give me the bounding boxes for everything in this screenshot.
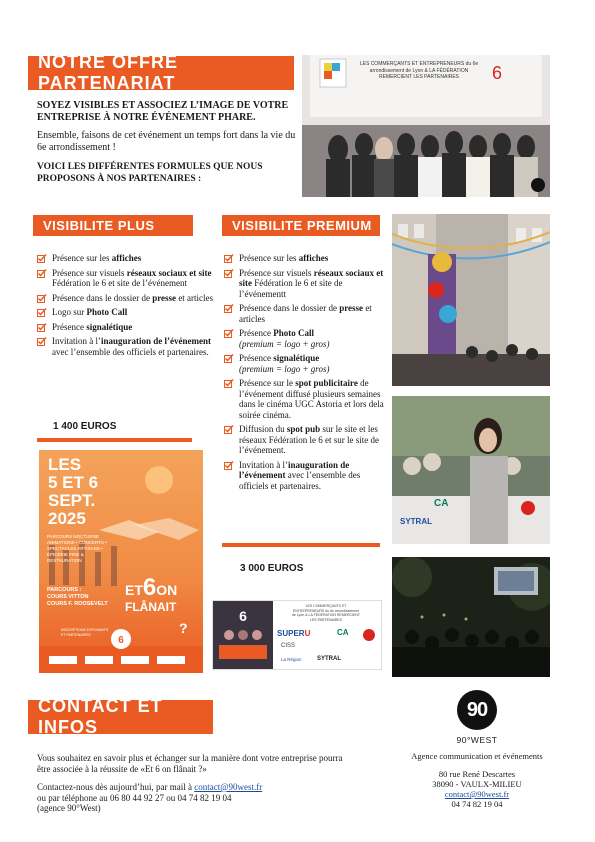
poster-date-1: LES	[48, 455, 82, 474]
checkbox-icon	[224, 425, 234, 434]
plus-divider	[37, 438, 192, 442]
checkbox-icon	[37, 323, 47, 332]
poster-et: ET	[125, 582, 143, 598]
list-item: Logo sur Photo Call	[37, 307, 215, 318]
checkbox-icon	[37, 308, 47, 317]
checkbox-icon	[37, 294, 47, 303]
intro-lead-text: Ensemble, faisons de cet événement un temps fort dans la vie du 6e arrondissement !	[37, 130, 296, 153]
logo-ciss: CISS	[281, 643, 296, 649]
poster-six: 6	[142, 574, 157, 601]
logo-super-u: SUPERU	[277, 629, 311, 638]
photo-street-decor	[392, 214, 550, 386]
agency-address-2: 38090 - VAULX-MILIEU	[432, 779, 522, 789]
svg-text:6: 6	[239, 608, 247, 624]
list-item: Présence sur les affiches	[224, 253, 384, 264]
agency-phone: 04 74 82 19 04	[451, 799, 503, 809]
list-item: Présence sur visuels réseaux sociaux et site Fédération le 6 et site de l’événementt	[224, 268, 384, 300]
logo-sytral: SYTRAL	[317, 656, 341, 662]
premium-divider	[222, 543, 380, 547]
checkbox-icon	[224, 379, 234, 388]
premium-feature-list	[224, 253, 384, 495]
event-poster	[39, 450, 203, 673]
photo-event-crowd	[392, 396, 550, 544]
partners-panel	[212, 600, 382, 670]
checkbox-icon	[224, 269, 234, 278]
checkbox-icon	[224, 254, 234, 263]
page-title-banner	[28, 52, 294, 93]
list-item: Présence sur les affiches	[37, 253, 215, 264]
poster-parcours-label: PARCOURS :	[47, 587, 82, 593]
svg-text:CA: CA	[434, 498, 449, 509]
photo-mid-sign: SYTRAL	[400, 517, 432, 526]
intro-formulas: VOICI LES DIFFÉRENTES FORMULES QUE NOUS PROPOSONS À NOS PARTENAIRES :	[37, 162, 263, 184]
premium-title	[222, 215, 380, 236]
partners-banner: LES COMMERÇANTS ET ENTREPRENEURS du 6e arrondissement de Lyon & LA FÉDÉRATION REMERCIENT LES PARTENAIRES	[291, 604, 361, 622]
list-item: Présence Photo Call (premium = logo + gros)	[224, 328, 384, 349]
page-title: NOTRE OFFRE PARTENARIAT	[38, 52, 178, 93]
poster-subtitle: PARCOURS NOCTURNE ANIMATIONS • CONCERTS • SPECTACLES ARTISANS • ÉPICERIE FINE & RESTAURATION	[47, 534, 107, 563]
list-item: Présence signalétique (premium = logo + gros)	[224, 353, 384, 374]
photo-top-banner-text: LES COMMERÇANTS ET ENTREPRENEURS du 6e arrondissement de Lyon & LA FÉDÉRATION REMERCIENT LES PARTENAIRES	[359, 61, 479, 80]
agency-info	[395, 735, 559, 809]
poster-date-4: 2025	[48, 509, 86, 528]
agency-tagline: Agence communication et événements	[411, 751, 543, 761]
logo-ca: CA	[337, 628, 349, 637]
plus-price: 1 400 EUROS	[53, 421, 117, 432]
photo-group-partners	[302, 55, 550, 197]
agency-email-link[interactable]: contact@90west.fr	[444, 789, 510, 799]
logo-6-red	[363, 629, 375, 641]
poster-flanait: FLÂNAIT	[125, 600, 177, 614]
poster-small-text: INSCRIPTIONS EXPOSANTS ET PARTENAIRES	[61, 628, 109, 637]
list-item: Présence dans le dossier de presse et articles	[37, 293, 215, 304]
checkbox-icon	[37, 269, 47, 278]
checkbox-icon	[37, 337, 47, 346]
poster-on: ON	[156, 582, 178, 598]
list-item: Présence signalétique	[37, 322, 215, 333]
contact-para-2: Contactez-nous dès aujourd’hui, par mail à contact@90west.fr ou par téléphone au 06 80 44 92 27 ou 04 74 82 19 04 (agence 90°West)	[37, 782, 263, 813]
checkbox-icon	[224, 461, 234, 470]
intro-text	[37, 100, 300, 185]
checkbox-icon	[224, 304, 234, 313]
agency-logo	[457, 690, 497, 730]
list-item: Présence sur visuels réseaux sociaux et site Fédération le 6 et site de l’événement	[37, 268, 215, 289]
list-item: Présence dans le dossier de presse et articles	[224, 303, 384, 324]
photo-cinema-night	[392, 557, 550, 677]
poster-question: ?	[179, 620, 188, 636]
plus-feature-list	[37, 253, 215, 361]
list-item: Invitation à l’inauguration de l’événement avec l’ensemble des officiels et partenaires.	[224, 460, 384, 492]
poster-date-2: 5 ET 6	[48, 473, 99, 492]
contact-para-1: Vous souhaitez en savoir plus et échanger sur la manière dont votre entreprise pourra être associée à la réussite de «Et 6 on flânait ?»	[37, 753, 343, 774]
contact-email-link[interactable]: contact@90west.fr	[194, 782, 263, 792]
checkbox-icon	[224, 329, 234, 338]
premium-price: 3 000 EUROS	[240, 563, 304, 574]
list-item: Diffusion du spot pub sur le site et les réseaux Fédération le 6 et sur le site de l’événement.	[224, 424, 384, 456]
contact-title: CONTACT ET INFOS	[38, 696, 163, 737]
list-item: Présence sur le spot publicitaire de l’événement diffusé plusieurs semaines dans le cinéma UGC Astoria et lors dela soirée cinéma.	[224, 378, 384, 420]
poster-date-3: SEPT.	[48, 491, 96, 510]
contact-title-banner	[28, 696, 213, 737]
agency-logo-text: 90	[466, 698, 488, 721]
plus-title-text: VISIBILITE PLUS	[43, 218, 155, 233]
intro-lead-bold: SOYEZ VISIBLES ET ASSOCIEZ L’IMAGE DE VOTRE ENTREPRISE À NOTRE ÉVÉNEMENT PHARE.	[37, 100, 289, 123]
poster-parcours-2: COURS F. ROOSEVELT	[47, 601, 108, 607]
contact-text	[37, 753, 357, 814]
poster-parcours-1: COURS VITTON	[47, 594, 89, 600]
logo-region: La Région	[281, 657, 302, 662]
agency-address-1: 80 rue René Descartes	[438, 769, 516, 779]
checkbox-icon	[224, 354, 234, 363]
checkbox-icon	[37, 254, 47, 263]
agency-name: 90°WEST	[456, 735, 498, 745]
list-item: Invitation à l’inauguration de l’événement avec l’ensemble des officiels et partenaires.	[37, 336, 215, 357]
svg-text:6: 6	[492, 63, 503, 83]
plus-title	[33, 215, 193, 236]
svg-text:6: 6	[118, 635, 124, 646]
premium-title-text: VISIBILITE PREMIUM	[232, 218, 372, 233]
